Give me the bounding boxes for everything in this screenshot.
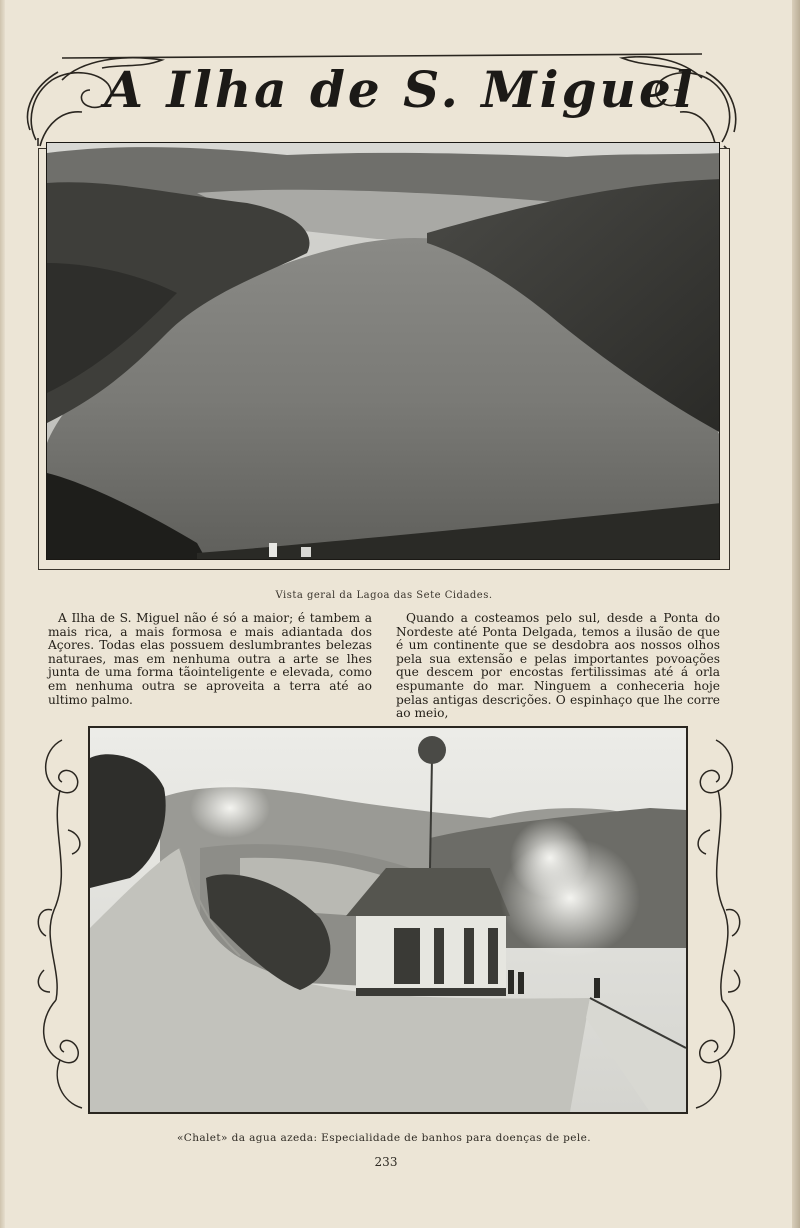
column-2-paragraph: Quando a costeamos pelo sul, desde a Ponta do Nordeste até Ponta Delgada, temos a ilusão de que é um continente que se desdobra aos nossos olhos pela sua extensão e pelas importantes povoações que descem por encostas fertilissimas até á orla espumante do mar. Ninguem a conheceria hoje pelas antigas descrições. O espinhaço que lhe corre ao meio, (396, 611, 720, 721)
page-left-edge (0, 0, 5, 1228)
right-scroll-ornament-icon (688, 730, 746, 1114)
page-number: 233 (374, 1155, 398, 1169)
page-title: A Ilha de S. Miguel (104, 60, 696, 119)
figure-1-image (46, 142, 720, 560)
left-scroll-ornament-icon (32, 730, 90, 1114)
chalet-steam-photo-icon (90, 728, 686, 1112)
article-column-2 (396, 612, 720, 721)
figure-2-image (88, 726, 688, 1114)
figure-1-caption: Vista geral da Lagoa das Sete Cidades. (275, 590, 493, 601)
column-1-paragraph: A Ilha de S. Miguel não é só a maior; é tambem a mais rica, a mais formosa e mais adiantada dos Açores. Todas elas possuem deslumbrantes belezas naturaes, mas em nenhuma outra a arte se lhes junta de uma forma tãointeligente e elevada, como em nenhuma outra se aproveita a terra até ao ultimo palmo. (48, 611, 372, 707)
page-right-edge (792, 0, 800, 1228)
figure-2-caption: «Chalet» da agua azeda: Especialidade de banhos para doenças de pele. (176, 1132, 592, 1144)
lake-landscape-photo-icon (47, 143, 720, 560)
article-column-1 (48, 612, 372, 707)
